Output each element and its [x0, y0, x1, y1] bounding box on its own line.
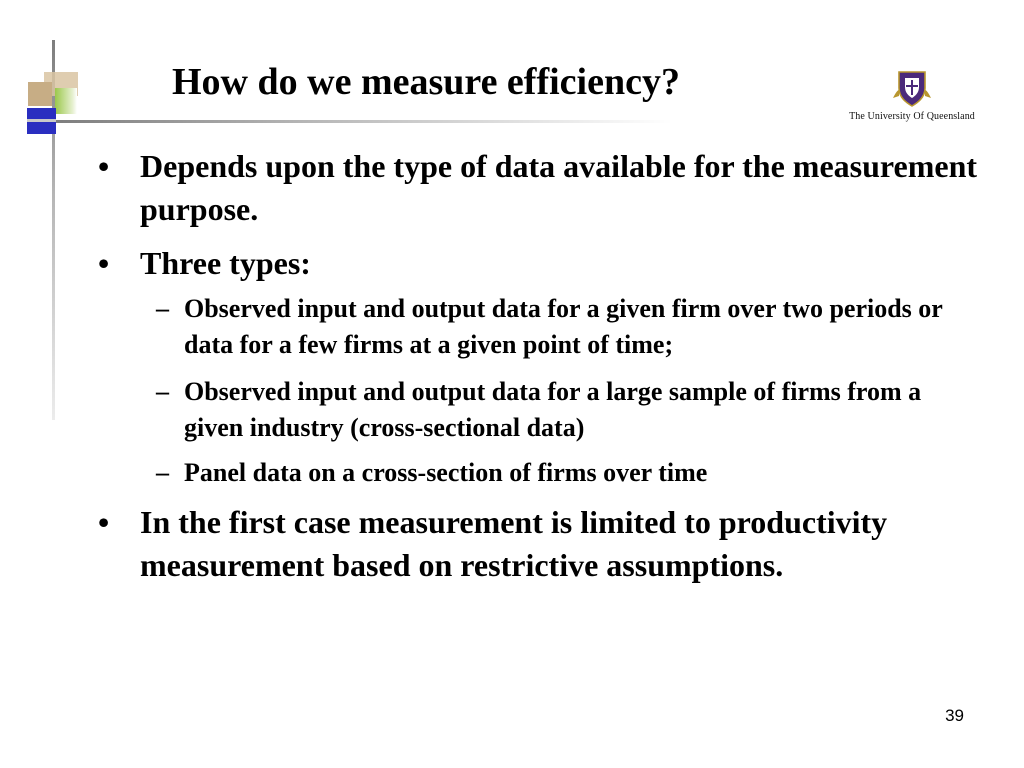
bullet-icon: • [98, 504, 110, 540]
bullet-icon: • [98, 245, 110, 281]
slide-content [98, 145, 978, 587]
dash-icon: – [156, 294, 169, 323]
dash-icon: – [156, 377, 169, 406]
bullet-item [98, 242, 978, 285]
university-name: The University Of Queensland [849, 111, 975, 122]
page-number: 39 [945, 706, 964, 725]
decorative-square-tan [28, 82, 52, 106]
sub-bullet-text: Observed input and output data for a large sample of firms from a given industry (cross-sectional data) [184, 377, 922, 442]
bullet-item [98, 145, 978, 231]
decorative-horizontal-line [52, 120, 672, 123]
bullet-icon: • [98, 148, 110, 184]
decorative-square-green [55, 88, 77, 114]
bullet-item [98, 501, 978, 587]
sub-bullet-item [98, 291, 978, 363]
bullet-text: In the first case measurement is limited to productivity measurement based on restrictive assumptions. [140, 504, 888, 583]
sub-bullet-item [98, 455, 978, 491]
sub-bullet-text: Panel data on a cross-section of firms over time [184, 458, 708, 487]
bullet-text: Three types: [140, 245, 311, 281]
bullet-text: Depends upon the type of data available for the measurement purpose. [140, 148, 978, 227]
sub-bullet-item [98, 374, 978, 446]
decorative-stripe [27, 119, 56, 122]
slide-title: How do we measure efficiency? [172, 61, 680, 103]
university-crest-icon [893, 68, 931, 108]
dash-icon: – [156, 458, 169, 487]
university-logo [836, 68, 988, 126]
sub-bullet-text: Observed input and output data for a given firm over two periods or data for a few firms at a given point of time; [184, 294, 943, 359]
